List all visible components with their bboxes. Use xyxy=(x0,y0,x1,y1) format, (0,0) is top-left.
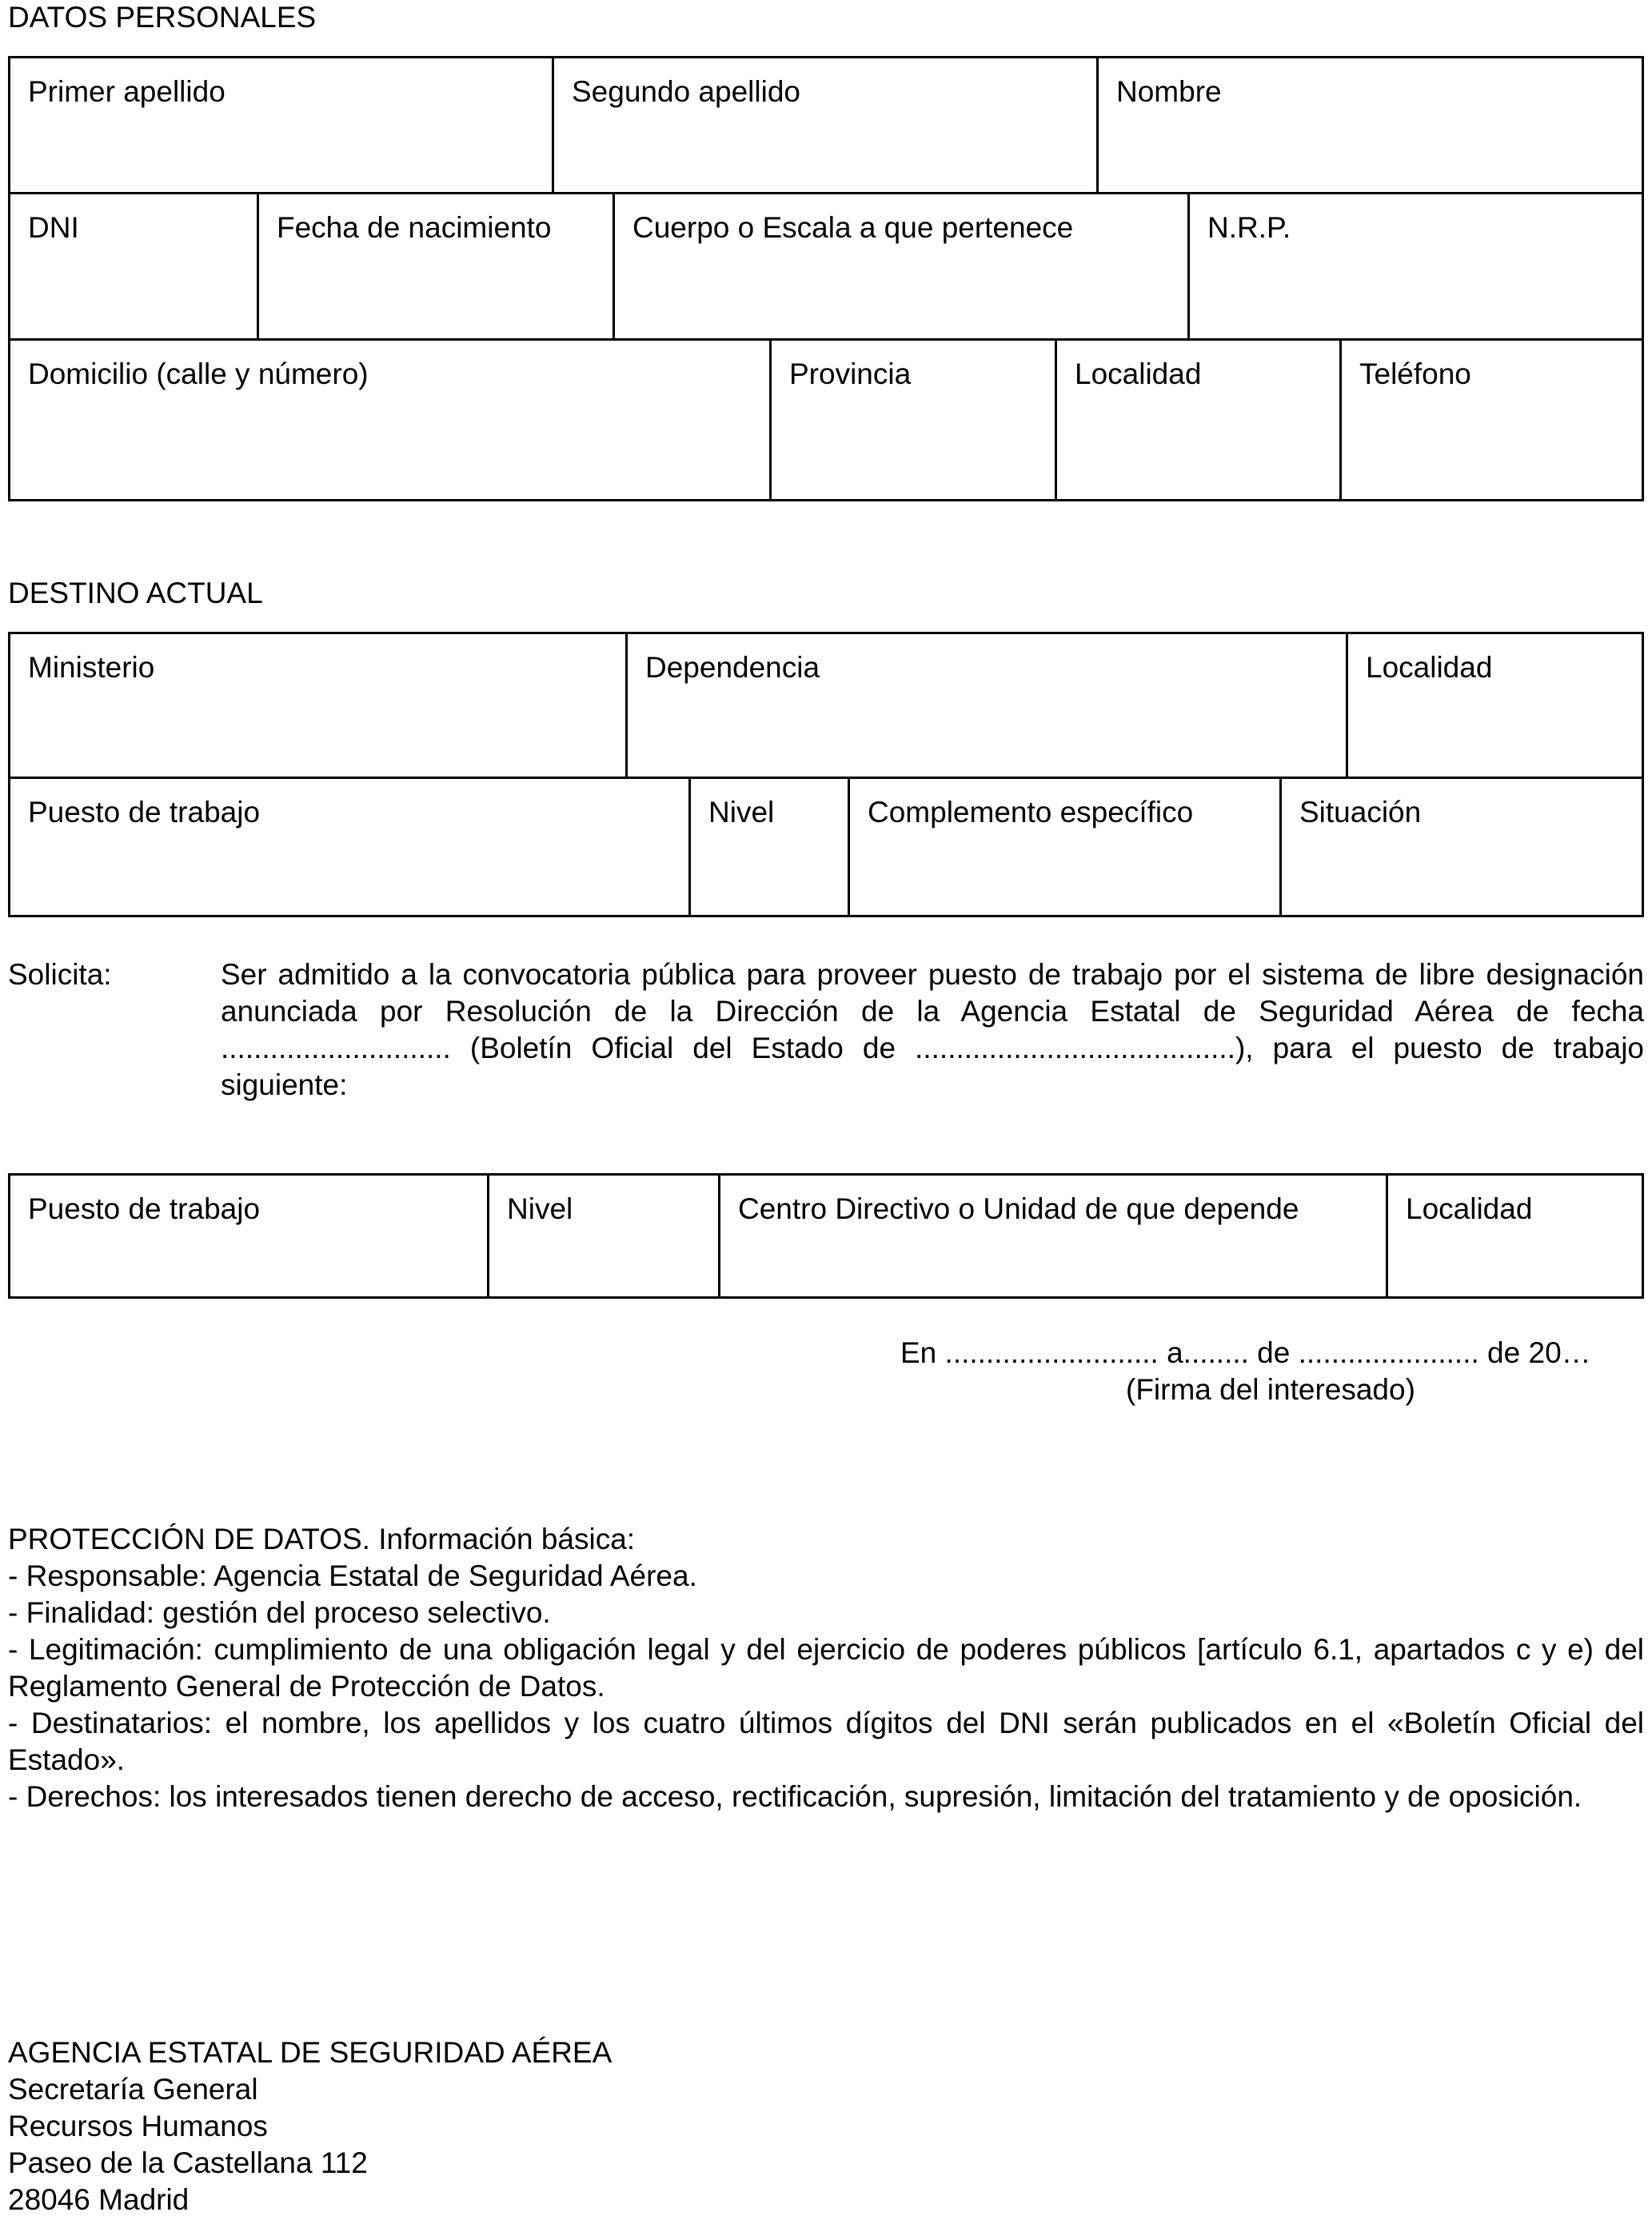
field-cuerpo-escala[interactable]: Cuerpo o Escala a que pertenece xyxy=(613,192,1190,341)
field-situacion[interactable]: Situación xyxy=(1279,777,1644,917)
direccion-organismo: AGENCIA ESTATAL DE SEGURIDAD AÉREA xyxy=(8,2036,613,2069)
destino-actual-row-1 xyxy=(8,632,1644,779)
field-centro-directivo[interactable]: Centro Directivo o Unidad de que depende xyxy=(718,1173,1388,1299)
direccion-block xyxy=(8,2034,612,2218)
field-ministerio[interactable]: Ministerio xyxy=(8,632,628,779)
field-localidad-destino[interactable]: Localidad xyxy=(1346,632,1644,779)
section-title-datos-personales: DATOS PERSONALES xyxy=(8,1,317,34)
field-localidad-solicitada[interactable]: Localidad xyxy=(1386,1173,1644,1299)
proteccion-datos-heading: PROTECCIÓN DE DATOS. Información básica: xyxy=(8,1523,636,1555)
direccion-secretaria: Secretaría General xyxy=(8,2073,258,2106)
datos-personales-row-3 xyxy=(8,338,1644,501)
field-nivel-solicitado[interactable]: Nivel xyxy=(487,1173,720,1299)
solicita-text: Ser admitido a la convocatoria pública para proveer puesto de trabajo por el sistema de libre designación anunciada por Resolución de la Dirección de la Agencia Estatal de Seguridad Aérea de fecha ............................ (Boletín Oficial del Estado de .......................................), para el puesto de trabajo siguiente: xyxy=(221,958,1644,1101)
field-dependencia[interactable]: Dependencia xyxy=(625,632,1348,779)
field-nivel-actual[interactable]: Nivel xyxy=(688,777,850,917)
proteccion-datos-responsable: - Responsable: Agencia Estatal de Seguridad Aérea. xyxy=(8,1559,697,1592)
proteccion-datos-derechos: - Derechos: los interesados tienen derecho de acceso, rectificación, supresión, limitación del tratamiento y de oposición. xyxy=(8,1780,1582,1813)
field-segundo-apellido[interactable]: Segundo apellido xyxy=(552,56,1099,194)
proteccion-datos-legitimacion: - Legitimación: cumplimiento de una obligación legal y del ejercicio de poderes públicos [artículo 6.1, apartados c y e) del Reglamento General de Protección de Datos. xyxy=(8,1633,1644,1703)
field-localidad[interactable]: Localidad xyxy=(1055,338,1342,501)
direccion-calle: Paseo de la Castellana 112 xyxy=(8,2146,368,2179)
section-title-destino-actual: DESTINO ACTUAL xyxy=(8,577,263,609)
field-domicilio[interactable]: Domicilio (calle y número) xyxy=(8,338,772,501)
datos-personales-row-1 xyxy=(8,56,1644,194)
fecha-firma-line: En .......................... a........ de ...................... de 20… xyxy=(900,1336,1591,1369)
field-primer-apellido[interactable]: Primer apellido xyxy=(8,56,554,194)
field-nombre[interactable]: Nombre xyxy=(1096,56,1644,194)
field-dni[interactable]: DNI xyxy=(8,192,259,341)
puesto-solicitado-row-1 xyxy=(8,1173,1644,1299)
proteccion-datos-destinatarios: - Destinatarios: el nombre, los apellidos y los cuatro últimos dígitos del DNI serán publicados en el «Boletín Oficial del Estado». xyxy=(8,1707,1644,1776)
proteccion-datos-finalidad: - Finalidad: gestión del proceso selectivo. xyxy=(8,1596,551,1629)
destino-actual-row-2 xyxy=(8,777,1644,917)
field-puesto-trabajo-solicitado[interactable]: Puesto de trabajo xyxy=(8,1173,489,1299)
direccion-ciudad: 28046 Madrid xyxy=(8,2183,190,2216)
field-fecha-nacimiento[interactable]: Fecha de nacimiento xyxy=(257,192,615,341)
field-puesto-trabajo-actual[interactable]: Puesto de trabajo xyxy=(8,777,691,917)
field-nrp[interactable]: N.R.P. xyxy=(1187,192,1644,341)
datos-personales-row-2 xyxy=(8,192,1644,341)
firma-interesado-label: (Firma del interesado) xyxy=(1126,1373,1415,1406)
field-provincia[interactable]: Provincia xyxy=(769,338,1057,501)
field-complemento-especifico[interactable]: Complemento específico xyxy=(848,777,1282,917)
proteccion-datos-block xyxy=(8,1521,1644,1815)
field-telefono[interactable]: Teléfono xyxy=(1339,338,1644,501)
solicita-label: Solicita: xyxy=(8,958,112,991)
direccion-departamento: Recursos Humanos xyxy=(8,2110,268,2142)
